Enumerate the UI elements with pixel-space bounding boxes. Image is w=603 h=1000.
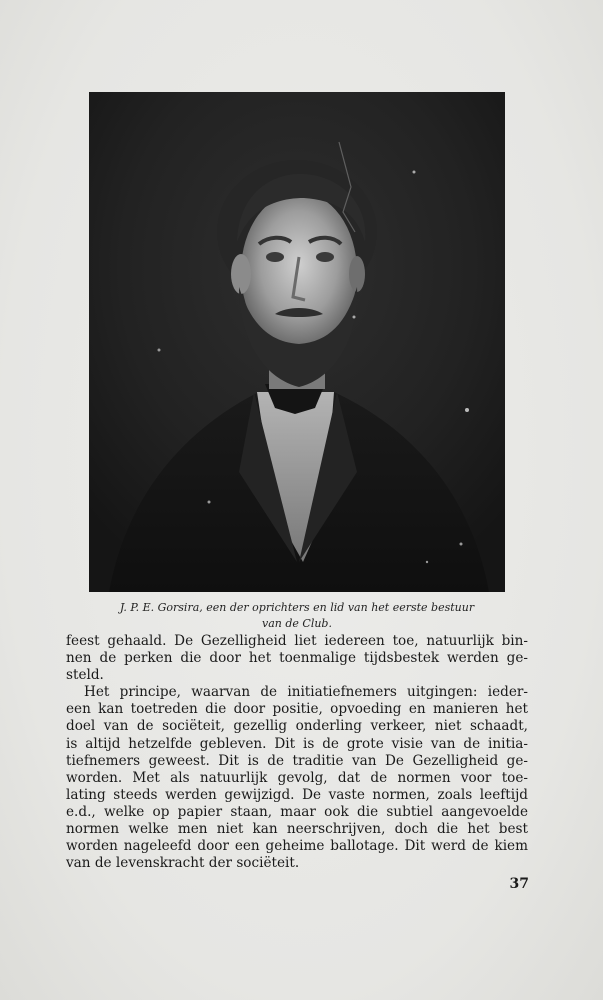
text-line: feest gehaald. De Gezelligheid liet iedereen toe, natuurlijk bin- [66, 633, 528, 649]
text-line: Het principe, waarvan de initiatiefnemers uitgingen: ieder- [84, 684, 528, 701]
text-line: steld. [66, 667, 104, 684]
caption-line-1: J. P. E. Gorsira, een der oprichters en lid van het eerste bestuur [119, 601, 475, 614]
body-text [66, 633, 528, 872]
portrait-photo [89, 92, 505, 592]
text-line: van de levenskracht der sociëteit. [66, 855, 300, 872]
text-line: doel van de sociëteit, gezellig onderling verkeer, niet schaadt, [66, 718, 528, 735]
text-line: nen de perken die door het toenmalige tijdsbestek werden ge- [66, 650, 528, 667]
text-line: een kan toetreden die door positie, opvoeding en manieren het [66, 701, 528, 718]
paragraph-1 [66, 633, 528, 684]
portrait-illustration [89, 92, 505, 592]
text-line: worden nageleefd door een geheime ballotage. Dit werd de kiem [66, 838, 528, 855]
text-line: normen welke men niet kan neerschrijven, doch die het best [66, 821, 528, 838]
text-line: is altijd hetzelfde gebleven. Dit is de grote visie van de initia- [66, 735, 528, 752]
paragraph-2 [66, 684, 528, 872]
text-line: tiefnemers geweest. Dit is de traditie van De Gezelligheid ge- [66, 752, 528, 769]
figure-caption [89, 600, 505, 632]
caption-line-2: van de Club. [262, 617, 332, 630]
page-number: 37 [509, 876, 529, 892]
text-line: worden. Met als natuurlijk gevolg, dat de normen voor toe- [66, 769, 528, 786]
text-line: lating steeds werden gewijzigd. De vaste normen, zoals leeftijd [66, 786, 528, 803]
text-line: e.d., welke op papier staan, maar ook die subtiel aangevoelde [66, 803, 528, 820]
